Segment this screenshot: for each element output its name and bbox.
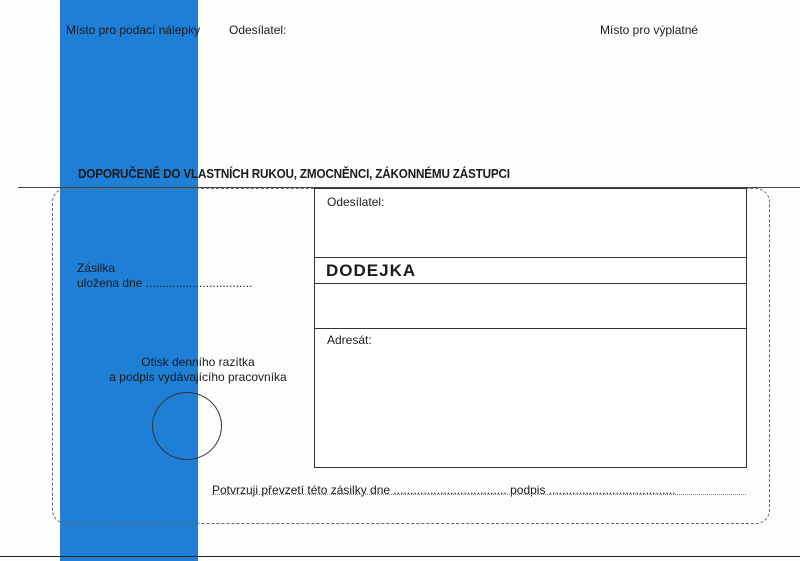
bottom-edge — [0, 556, 800, 557]
box-sender-label: Odesílatel: — [327, 195, 385, 209]
box-divider-3 — [315, 328, 746, 329]
stored-date-field — [77, 261, 252, 291]
recipient-label: Adresát: — [327, 333, 372, 347]
postage-place-label: Místo pro výplatné — [600, 23, 699, 37]
sender-label-top: Odesílatel: — [229, 23, 287, 37]
stored-label-line2: uložena dne ................................ — [77, 276, 253, 290]
confirmation-line: Potvrzuji převzetí této zásilky dne .................................. podpis ...................................... — [212, 483, 676, 497]
box-divider-2 — [315, 283, 746, 284]
stamp-label-line2: a podpis vydávajícího pracovníka — [109, 370, 287, 384]
stamp-label — [98, 355, 298, 385]
box-divider-1 — [315, 257, 746, 258]
sticker-place-label: Místo pro podací nálepky — [66, 23, 201, 37]
confirmation-underline — [212, 494, 746, 495]
stamp-label-line1: Otisk denního razítka — [141, 355, 255, 369]
stored-label-line1: Zásilka — [77, 261, 116, 275]
address-box — [314, 188, 747, 468]
form-title: DODEJKA — [326, 261, 417, 280]
delivery-type-headline: DOPORUČENĚ DO VLASTNÍCH RUKOU, ZMOCNĚNCI, ZÁKONNÉMU ZÁSTUPCI — [78, 166, 510, 181]
stamp-circle — [152, 392, 222, 460]
